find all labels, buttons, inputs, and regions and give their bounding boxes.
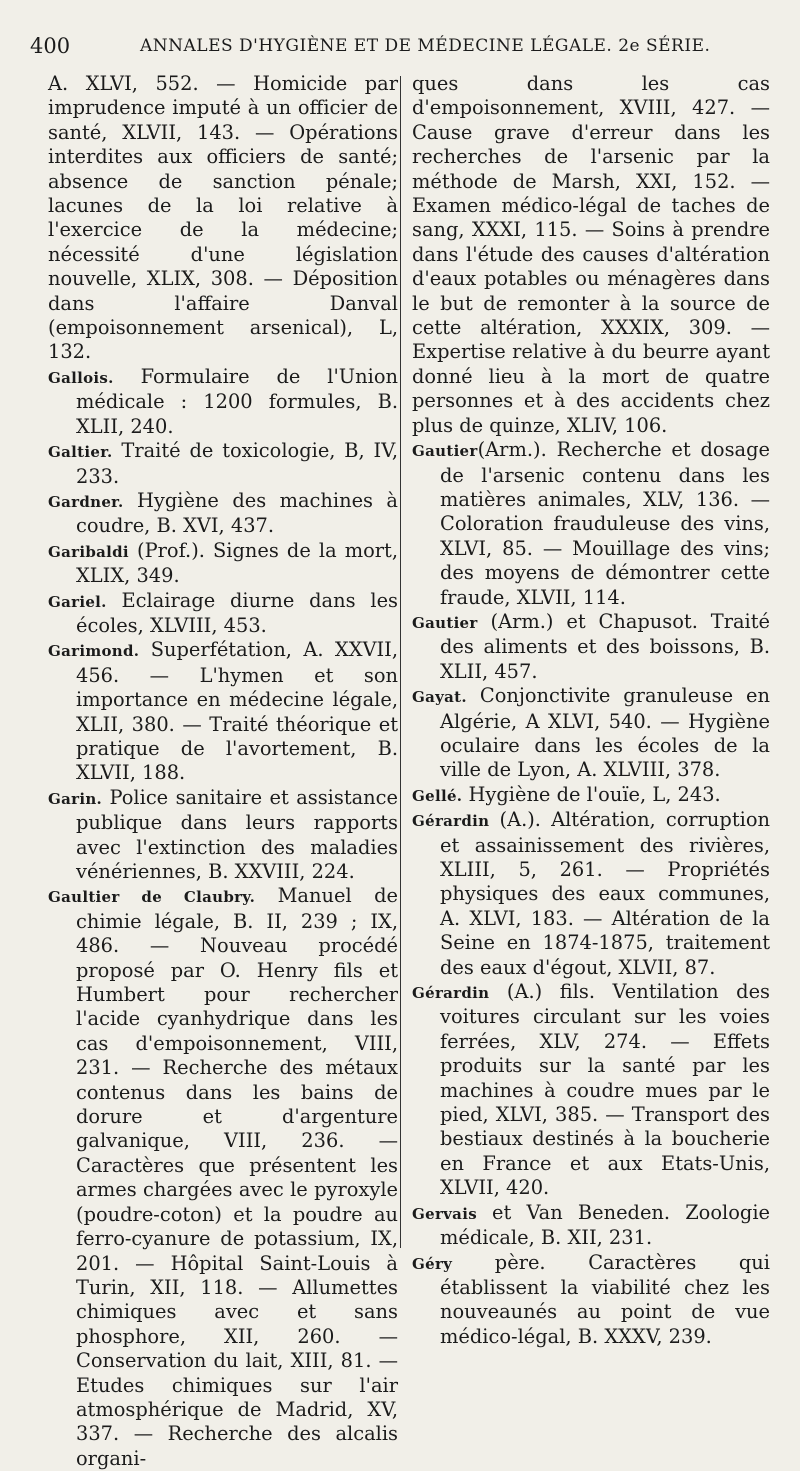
entry-author-name: Gardner. [48, 492, 124, 511]
entry-text: (A.) fils. Ventilation des voitures circulant sur les voies ferrées, XLV, 274. — Effets produits sur la santé par les machines à coudre mues par le pied, XLVI, 385. — Transport des bestiaux destinés à la boucherie en France et aux Etats-Unis, XLVII, 420. [440, 980, 770, 1200]
entry-author-name: Gariel. [48, 592, 107, 611]
index-entry [48, 786, 398, 885]
entry-author-name: Garibaldi [48, 542, 129, 561]
index-entry [48, 72, 398, 365]
entry-text: (A.). Altération, corruption et assainissement des rivières, XLIII, 5, 261. — Propriétés physiques des eaux communes, A. XLVI, 183. — Altération de la Seine en 1874-1875, traitement des eaux d'égout, XLVII, 87. [440, 808, 770, 979]
index-entry [48, 439, 398, 489]
entry-text: Traité de toxicologie, B, IV, 233. [76, 439, 398, 488]
entry-text: ques dans les cas d'empoisonnement, XVIII, 427. — Cause grave d'erreur dans les recherches de l'arsenic par la méthode de Marsh, XXI, 152. — Examen médico-légal de taches de sang, XXXI, 115. — Soins à prendre dans l'étude des causes d'altération d'eaux potables ou ménagères dans le but de remonter à la source de cette altération, XXXIX, 309. — Expertise relative à du beurre ayant donné lieu à la mort de quatre personnes et à des accidents chez plus de quinze, XLIV, 106. [412, 72, 770, 437]
index-entry [412, 72, 770, 438]
entry-author-name: Gautier [412, 613, 478, 632]
entry-text: (Arm.) et Chapusot. Traité des aliments et des boissons, B. XLII, 457. [440, 609, 770, 683]
entry-text: Eclairage diurne dans les écoles, XLVIII, 453. [76, 588, 398, 637]
entry-author-name: Gellé. [412, 786, 463, 805]
index-entry [412, 783, 770, 808]
entry-text: A. XLVI, 552. — Homicide par imprudence imputé à un officier de santé, XLVII, 143. — Opérations interdites aux officiers de santé; absence de sanction pénale; lacunes de la loi relative à l'exercice de la médecine; nécessité d'une législation nouvelle, XLIX, 308. — Déposition dans l'affaire Danval (empoisonnement arsenical), L, 132. [48, 72, 398, 364]
index-entry [412, 610, 770, 684]
entry-author-name: Garimond. [48, 642, 140, 661]
entry-author-name: Gallois. [48, 368, 114, 387]
entry-author-name: Garin. [48, 789, 103, 808]
index-entry [48, 365, 398, 439]
entry-author-name: Gaultier de Claubry. [48, 888, 256, 907]
entry-author-name: Gayat. [412, 688, 467, 707]
index-entry [48, 539, 398, 589]
index-entry [412, 980, 770, 1201]
entry-author-name: Gervais [412, 1204, 477, 1223]
index-entry [412, 808, 770, 980]
entry-text: Hygiène de l'ouïe, L, 243. [462, 782, 721, 806]
right-column [412, 72, 770, 1349]
running-title: ANNALES D'HYGIÈNE ET DE MÉDECINE LÉGALE. 2e SÉRIE. [140, 36, 711, 56]
entry-author-name: Géry [412, 1254, 453, 1273]
page-header [30, 34, 770, 64]
index-entry [48, 638, 398, 785]
entry-text: Police sanitaire et assistance publique dans leurs rapports avec l'extinction des maladies vénériennes, B. XXVIII, 224. [76, 785, 398, 883]
index-entry [48, 489, 398, 539]
entry-text: Hygiène des machines à coudre, B. XVI, 437. [76, 488, 398, 538]
index-entry [48, 589, 398, 639]
entry-text: Conjonctivite granuleuse en Algérie, A XLVI, 540. — Hygiène oculaire dans les écoles de la ville de Lyon, A. XLVIII, 378. [440, 684, 770, 782]
index-entry [412, 438, 770, 610]
entry-author-name: Gérardin [412, 984, 490, 1003]
entry-text: Formulaire de l'Union médicale : 1200 formules, B. XLII, 240. [76, 364, 398, 438]
index-entry [412, 1251, 770, 1350]
index-entry [48, 884, 398, 1471]
entry-text: et Van Beneden. Zoologie médicale, B. XII, 231. [440, 1200, 770, 1250]
page-number: 400 [30, 34, 71, 58]
entry-text: (Prof.). Signes de la mort, XLIX, 349. [76, 538, 398, 588]
entry-text: père. Caractères qui établissent la viabilité chez les nouveaunés au point de vue médico-légal, B. XXXV, 239. [440, 1250, 770, 1348]
column-divider [400, 76, 401, 1248]
entry-author-name: Gautier [412, 442, 478, 461]
entry-author-name: Gérardin [412, 812, 490, 831]
entry-author-name: Galtier. [48, 443, 113, 462]
entry-text: Manuel de chimie légale, B. II, 239 ; IX, 486. — Nouveau procédé proposé par O. Henry fils et Humbert pour rechercher l'acide cyanhydrique dans les cas d'empoisonnement, VIII, 231. — Recherche des métaux contenus dans les bains de dorure et d'argenture galvanique, VIII, 236. — Caractères que présentent les armes chargées avec le pyroxyle (poudre-coton) et la poudre au ferro-cyanure de potassium, IX, 201. — Hôpital Saint-Louis à Turin, XII, 118. — Allumettes chimiques avec et sans phosphore, XII, 260. — Conservation du lait, XIII, 81. — Etudes chimiques sur l'air atmosphérique de Madrid, XV, 337. — Recherche des alcalis organi- [76, 884, 398, 1470]
index-entry [412, 684, 770, 783]
entry-text: (Arm.). Recherche et dosage de l'arsenic contenu dans les matières animales, XLV, 136. — Coloration frauduleuse des vins, XLVI, 85. — Mouillage des vins; des moyens de démontrer cette fraude, XLVII, 114. [440, 438, 770, 609]
entry-text: Superfétation, A. XXVII, 456. — L'hymen et son importance en médecine légale, XLII, 380. — Traité théorique et pratique de l'avortement, B. XLVII, 188. [76, 638, 398, 785]
index-entry [412, 1201, 770, 1251]
left-column [48, 72, 398, 1471]
